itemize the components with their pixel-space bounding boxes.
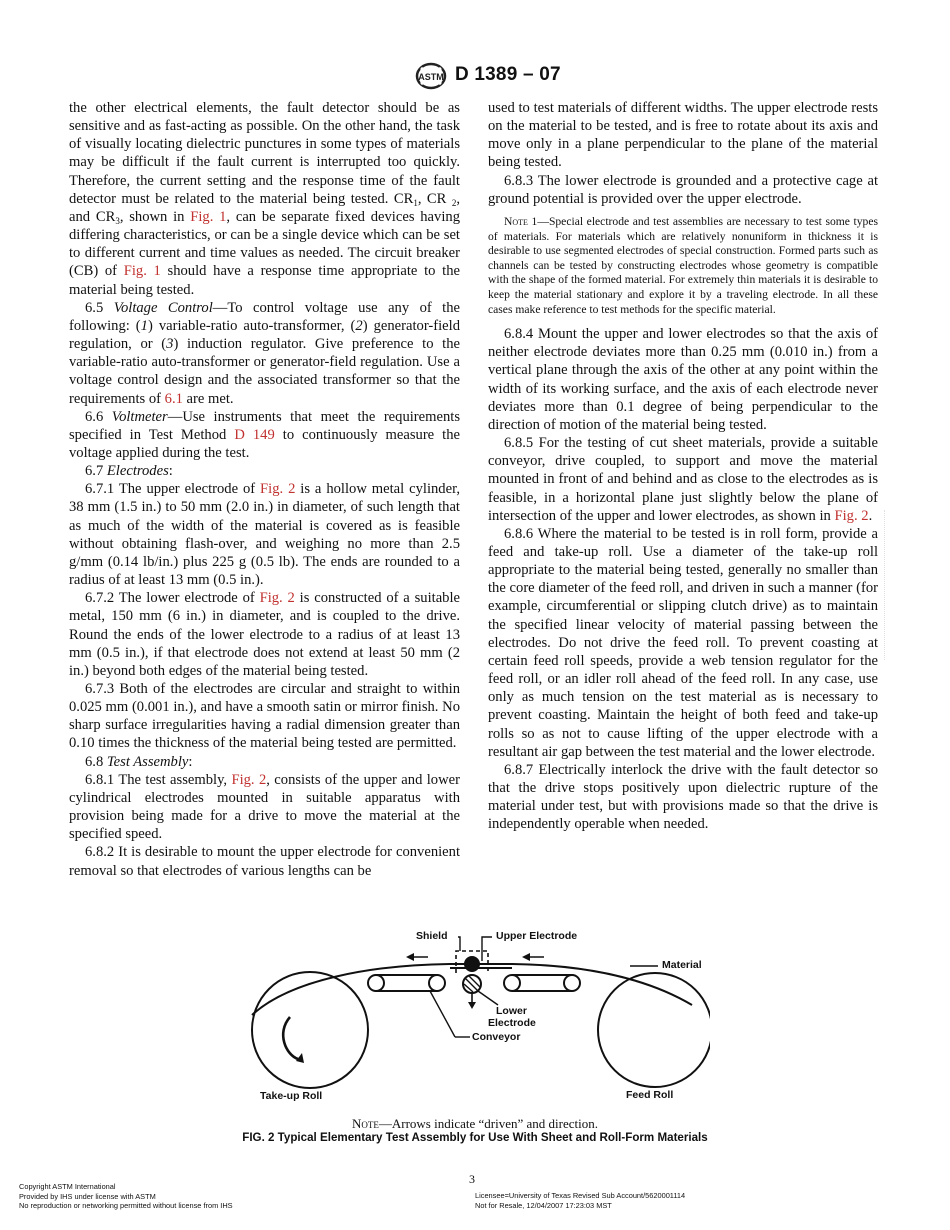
figure-caption: FIG. 2 Typical Elementary Test Assembly for Use With Sheet and Roll-Form Materials [242,1131,708,1144]
section-6-1-link[interactable]: 6.1 [164,390,183,407]
conveyor-roller [368,975,384,991]
fig-2-link[interactable]: Fig. 2 [259,590,295,607]
paragraph-6-7-2: 6.7.2 The lower electrode of Fig. 2 is constructed of a suitable metal, 150 mm (6 in.) in diameter, and is coupled to the drive. Round the ends of the lower electrode to a radius of at least 13 mm (0.5 in.), if that electrode does not extend at least 50 mm (2 in.) beyond both edges of the material being tested. [69,590,460,679]
lower-electrode-label: Lower [496,1005,527,1017]
paragraph-6-6: 6.6 Voltmeter—Use instruments that meet the requirements specified in Test Method D 149 to continuously measure the voltage applied during the test. [69,408,461,461]
footer-no-reproduction: No reproduction or networking permitted without license from IHS [19,1201,233,1211]
conveyor-label: Conveyor [472,1031,521,1043]
paragraph-6-8-6: 6.8.6 Where the material to be tested is in roll form, provide a feed and take-up roll. Use a diameter of the take-up roll appropriate to the material being tested, generally no smaller than the core diameter of the feed roll, and driven in such a manner (for example, circumferential or slipping clutch drive) as to maintain the specified linear velocity of material passing between the electrodes. Do not drive the feed roll. To prevent coasting at certain feed roll speeds, provide a web tension regulator for the feed roll, or an idler roll ahead of the feed roll. In any case, use only as much tension on the test material as is necessary to prevent coasting. Maintain the height of both feed and take-up rolls so as not to cause lifting of the upper electrode with a resultant air gap between the test material and the lower electrode. [488,525,878,760]
footer-not-for-resale: Not for Resale, 12/04/2007 17:23:03 MST [475,1200,612,1210]
astm-logo-icon [409,62,453,90]
logo-text: ASTM [418,72,444,82]
paragraph-6-8-4: 6.8.4 Mount the upper and lower electrodes so that the axis of neither electrode deviates more than 0.25 mm (0.010 in.) from a vertical plane through the axis of the other at any point within the width of its working surface, and the axis of each electrode never deviates more than 0.1 degree of being perpendicular to the direction of motion of the material being tested. [488,326,878,433]
paragraph-6-8-1: 6.8.1 The test assembly, Fig. 2, consists of the upper and lower cylindrical electrodes mounted in suitable apparatus with provision being made for a drive to move the material at the specified speed. [69,771,460,843]
document-id: D 1389 – 07 [455,64,561,85]
figure-2 [250,925,710,1105]
fig-1-link[interactable]: Fig. 1 [190,208,227,225]
paragraph-6-7-3: 6.7.3 Both of the electrodes are circular and straight to within 0.025 mm (0.001 in.), and have a smooth satin or mirror finish. No sharp surface irregularities having a radial dimension greater than 0.10 times the thickness of the material being tested are permitted. [69,681,460,752]
footer-licensee: Licensee=University of Texas Revised Sub Account/5620001114 [475,1191,686,1200]
d149-link[interactable]: D 149 [234,426,275,443]
right-column [488,99,878,833]
figure-2-diagram [250,925,710,1105]
paragraph-6-5: 6.5 Voltage Control—To control voltage use any of the following: (1) variable-ratio auto-transformer, (2) generator-field regulation, or (3) induction regulator. Give preference to the variable-ratio auto-transformer or generator-field regulation. Use a voltage control design and the associated transformer so that the requirements of 6.1 are met. [69,299,461,407]
paragraph-6-7: 6.7 Electrodes: [85,463,173,480]
paragraph-6-8-5: 6.8.5 For the testing of cut sheet materials, provide a suitable conveyor, drive coupled, to support and move the material mounted in front of and behind and as close to the electrodes as is feasible, in a horizontal plane just slightly below the plane of intersection of the upper and lower electrodes, as shown in Fig. 2. [488,435,878,524]
fig-2-link[interactable]: Fig. 2 [231,771,267,788]
paragraph-6-8-7: 6.8.7 Electrically interlock the drive with the fault detector so that the drive stops positively upon dielectric rupture of the material under test, but with provisions made so that the drive is independently operable when needed. [488,761,878,833]
paragraph-6-8-2-cont: used to test materials of different widths. The upper electrode rests on the material to be tested, and is free to rotate about its axis and move only in a plane perpendicular to the plane of the material being tested. [488,100,878,171]
conveyor-belt [376,975,572,991]
footer-left [19,1182,233,1211]
lower-electrode-label: Electrode [488,1017,536,1029]
footer-copyright: Copyright ASTM International [19,1182,116,1191]
left-column [69,99,460,880]
material-label: Material [662,959,702,971]
footer-provided: Provided by IHS under license with ASTM [19,1191,156,1201]
upper-electrode-label: Upper Electrode [496,930,578,942]
figure-note: Note—Arrows indicate “driven” and direction. [351,1116,598,1131]
note-1: Note 1—Special electrode and test assemblies are necessary to test some types of materials. For materials which are relatively nonuniform in thickness it is desirable to use segmented electrodes of special construction. Formed parts such as channels can be tested by constructing electrodes whose geometry is compatible with the shape of the formed material. For extremely thin materials it is desirable to keep the material stationary and explore it by a traveling electrode. In all these cases make reference to test methods for the specific material. [488,214,879,316]
take-up-roll-label: Take-up Roll [260,1090,323,1102]
upper-electrode [465,957,479,971]
footer-right [475,1191,685,1210]
shield-label: Shield [416,930,448,942]
fig-1-link[interactable]: Fig. 1 [123,263,161,280]
margin-mark [884,510,891,660]
feed-roll-label: Feed Roll [626,1089,674,1101]
paragraph-6-8-3: 6.8.3 The lower electrode is grounded and a protective cage at ground potential is provided over the upper electrode. [488,172,878,207]
fig-2-link[interactable]: Fig. 2 [834,507,869,524]
paragraph-6-4-cont: the other electrical elements, the fault detector should be as sensitive and as fast-acting as possible. On the other hand, the task of visually locating dielectric punctures in some types of materials may be difficult if the fault current is interrupted too quickly. Therefore, the current setting and the response time of the fault detector must be related to the material being tested. $CR_1$, CR $_2$, and $CR_3$, shown in Fig. 1, can be separate fixed devices having differing characteristics, or can be a single device which can be set to different current and time values as needed. The circuit breaker (CB) of Fig. 1 should have a response time appropriate to the material being tested. [69,100,460,298]
paragraph-6-8-2: 6.8.2 It is desirable to mount the upper electrode for convenient removal so that electrodes of various lengths can be [69,844,460,879]
fig-2-link[interactable]: Fig. 2 [260,481,296,498]
take-up-roll [252,972,368,1088]
conveyor-roller [564,975,580,991]
conveyor-roller [504,975,520,991]
feed-roll [598,973,710,1087]
page-number: 3 [469,1172,475,1186]
paragraph-6-8: 6.8 Test Assembly: [85,753,193,770]
page-header [0,62,950,92]
conveyor-roller [429,975,445,991]
paragraph-6-7-1: 6.7.1 The upper electrode of Fig. 2 is a hollow metal cylinder, 38 mm (1.5 in.) to 50 mm (2.0 in.) in diameter, of such length that as much of the width of the material is covered as is feasible without obtaining flash-over, and weighing no more than 2.5 g/mm (0.14 lb/in.) plus 225 g (0.5 lb). The ends are rounded to a radius of at least 13 mm (0.5 in.). [69,481,460,589]
